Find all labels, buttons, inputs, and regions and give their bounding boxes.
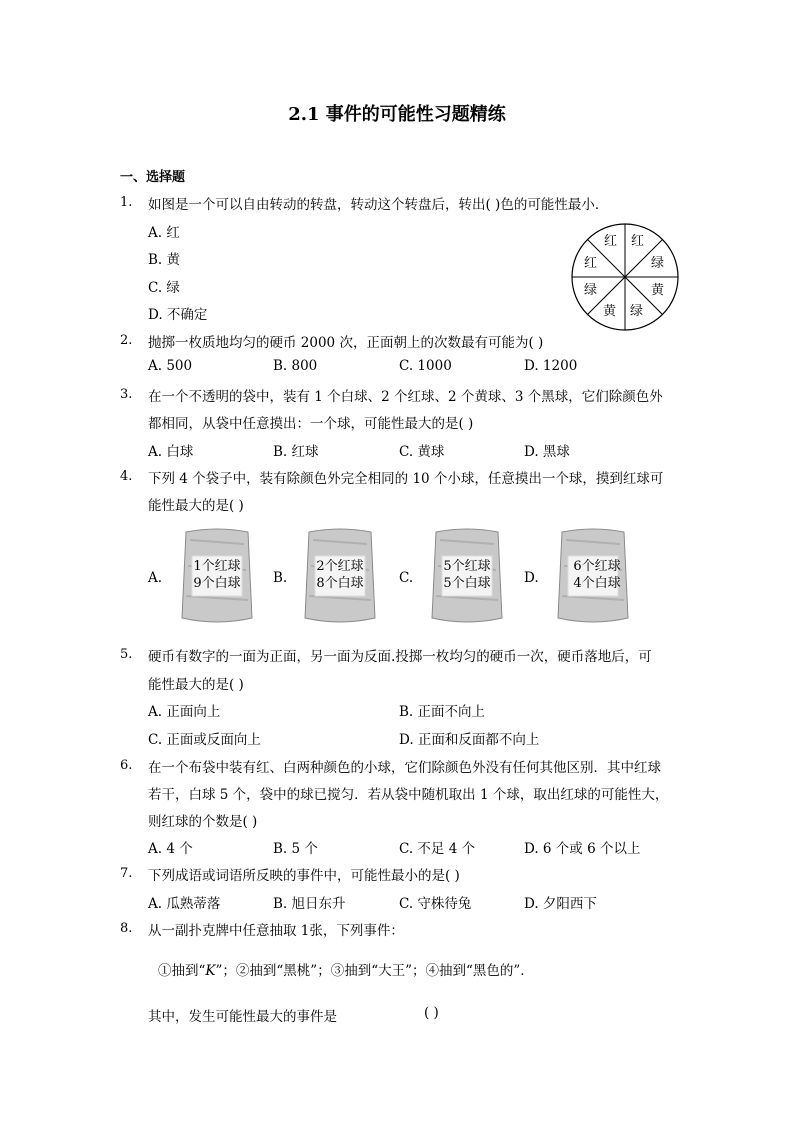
question-8-events-k: K <box>205 963 216 979</box>
question-4-number: 4. <box>120 469 133 484</box>
question-6-line-1: 在一个布袋中装有红、白两种颜色的小球，它们除颜色外没有任何其他区别．其中红球 <box>148 760 661 776</box>
q4-bag-d-label-white: 4个白球 <box>573 576 621 591</box>
question-8-answer-paren: ( ) <box>424 1005 439 1021</box>
question-3-number: 3. <box>120 387 133 402</box>
q2-option-c: C. 1000 <box>399 358 452 374</box>
question-7-number: 7. <box>120 866 133 881</box>
q6-option-c: C. 不足 4 个 <box>399 841 476 857</box>
spinner-wheel <box>570 222 680 332</box>
spinner-sector-label: 绿 <box>651 256 665 271</box>
question-5-number: 5. <box>120 647 133 662</box>
spinner-sector-label: 黄 <box>603 304 617 319</box>
question-7-text: 下列成语或词语所反映的事件中，可能性最小的是( ) <box>148 868 460 884</box>
q2-option-b: B. 800 <box>273 358 318 374</box>
q4-bag-d-label-red: 6个红球 <box>573 559 621 574</box>
spinner-sector-label: 红 <box>604 234 618 249</box>
q1-option-a: A. 红 <box>148 225 180 241</box>
q3-option-d: D. 黑球 <box>524 444 570 460</box>
q4-bag-b-label-white: 8个白球 <box>316 576 364 591</box>
q3-option-b: B. 红球 <box>273 444 319 460</box>
question-1-number: 1. <box>120 195 133 210</box>
q4-option-d-letter: D. <box>524 570 539 586</box>
spinner-sector-label: 红 <box>631 234 645 249</box>
question-8-events-part-a: ①抽到“ <box>158 963 206 979</box>
spinner-sector-label: 绿 <box>630 304 644 319</box>
q4-bag-c-label-red: 5个红球 <box>443 559 491 574</box>
page-title: 2.1 事件的可能性习题精练 <box>288 104 506 125</box>
q3-option-a: A. 白球 <box>148 444 194 460</box>
question-8-text: 从一副扑克牌中任意抽取 1张，下列事件： <box>148 923 404 939</box>
question-8-number: 8. <box>120 921 133 936</box>
section-heading: 一、选择题 <box>120 170 186 185</box>
question-6-line-2: 若干，白球 5 个，袋中的球已搅匀．若从袋中随机取出 1 个球，取出红球的可能性大， <box>148 787 669 803</box>
q5-option-b: B. 正面不向上 <box>399 704 486 720</box>
q3-option-c: C. 黄球 <box>399 444 445 460</box>
spinner-sector-label: 绿 <box>584 283 598 298</box>
q1-option-c: C. 绿 <box>148 280 180 296</box>
q7-option-a: A. 瓜熟蒂落 <box>148 896 221 912</box>
q1-option-d: D. 不确定 <box>148 307 208 323</box>
spinner-sector-label: 红 <box>584 256 598 271</box>
question-6-number: 6. <box>120 758 133 773</box>
q7-option-b: B. 旭日东升 <box>273 896 346 912</box>
question-5-line-2: 能性最大的是( ) <box>148 677 244 693</box>
question-2-text: 抛掷一枚质地均匀的硬币 2000 次，正面朝上的次数最有可能为( ) <box>148 335 544 351</box>
question-1-text: 如图是一个可以自由转动的转盘，转动这个转盘后，转出( )色的可能性最小． <box>148 197 609 213</box>
spinner-diagram <box>570 222 680 332</box>
q4-option-c-letter: C. <box>399 570 414 586</box>
q4-bag-a-label-white: 9个白球 <box>193 576 241 591</box>
question-8-events <box>158 962 534 980</box>
q2-option-a: A. 500 <box>148 358 193 374</box>
q6-option-b: B. 5 个 <box>273 841 318 857</box>
q5-option-d: D. 正面和反面都不向上 <box>399 732 540 748</box>
spinner-sector-label: 黄 <box>651 283 665 298</box>
q7-option-d: D. 夕阳西下 <box>524 896 597 912</box>
question-2-number: 2. <box>120 333 133 348</box>
question-3-line-1: 在一个不透明的袋中，装有 1 个白球、2 个红球、2 个黄球、3 个黑球，它们除颜色外 <box>148 389 663 405</box>
q6-option-d: D. 6 个或 6 个以上 <box>524 841 641 857</box>
q4-option-a-letter: A. <box>148 570 163 586</box>
question-8-ask: 其中，发生可能性最大的事件是 <box>148 1009 337 1025</box>
q4-bag-b-label-red: 2个红球 <box>316 559 364 574</box>
q1-option-b: B. 黄 <box>148 252 181 268</box>
question-4-line-1: 下列 4 个袋子中，装有除颜色外完全相同的 10 个小球，任意摸出一个球，摸到红球可 <box>148 471 664 487</box>
q2-option-d: D. 1200 <box>524 358 578 374</box>
question-4-line-2: 能性最大的是( ) <box>148 498 244 514</box>
q4-option-b-letter: B. <box>273 570 288 586</box>
question-8-events-part-b: ”；②抽到“黑桃”；③抽到“大王”；④抽到“黑色的”． <box>215 963 534 979</box>
question-3-line-2: 都相同，从袋中任意摸出：一个球，可能性最大的是( ) <box>148 416 474 432</box>
q5-option-a: A. 正面向上 <box>148 704 221 720</box>
question-5-line-1: 硬币有数字的一面为正面，另一面为反面.投掷一枚均匀的硬币一次，硬币落地后，可 <box>148 649 652 665</box>
question-6-line-3: 则红球的个数是( ) <box>148 814 258 830</box>
q6-option-a: A. 4 个 <box>148 841 193 857</box>
q7-option-c: C. 守株待兔 <box>399 896 472 912</box>
q4-bag-c-label-white: 5个白球 <box>443 576 491 591</box>
q4-bag-a-label-red: 1个红球 <box>193 559 241 574</box>
q5-option-c: C. 正面或反面向上 <box>148 732 261 748</box>
